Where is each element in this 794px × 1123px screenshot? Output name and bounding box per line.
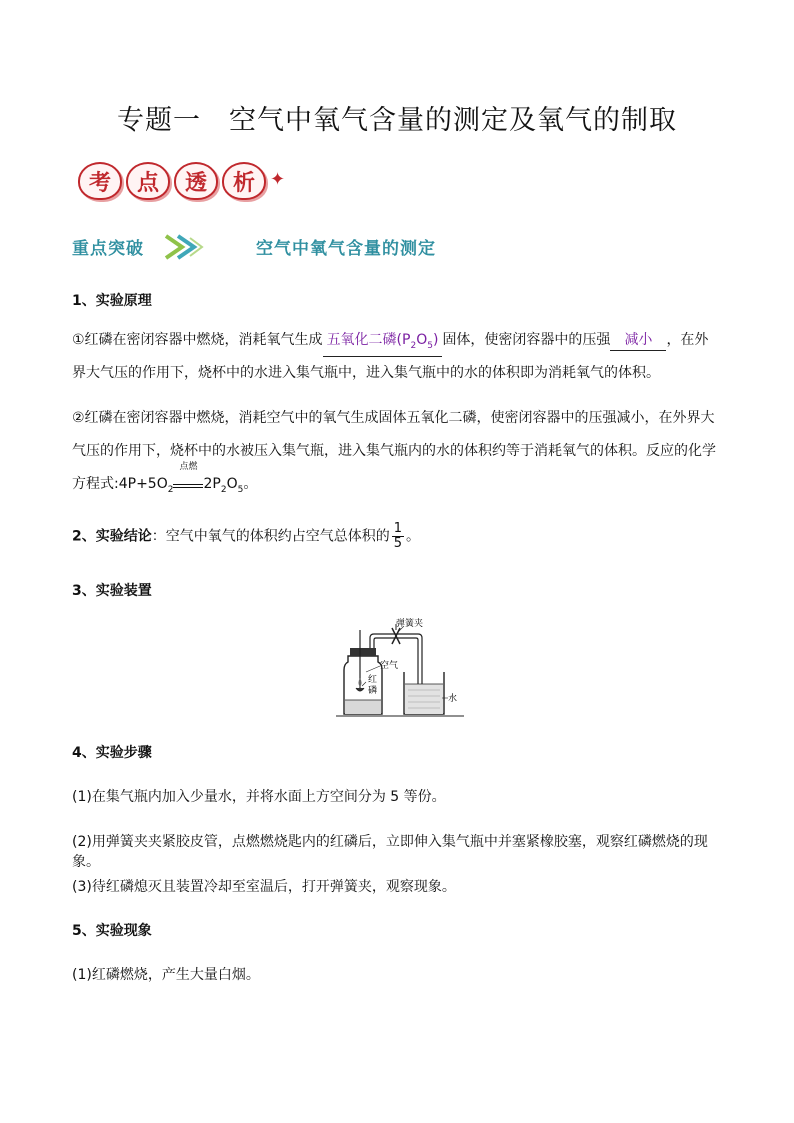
section-bar (72, 232, 722, 260)
phenomena-heading: 5、实验现象 (72, 923, 152, 939)
experiment-apparatus-diagram (330, 618, 470, 722)
double-chevron-icon (162, 232, 252, 262)
subscript: 2 (220, 484, 227, 495)
badge-3: 透 (174, 162, 218, 200)
label-phosphorus-1: 红 (368, 675, 378, 685)
principle-paragraph-2 (72, 402, 722, 507)
section-label-left: 重点突破 (72, 239, 144, 259)
text-run: O (416, 332, 428, 348)
label-water: 水 (448, 694, 458, 704)
principle-paragraph-1 (72, 324, 722, 390)
conclusion-line (72, 522, 420, 551)
subscript: 5 (237, 484, 244, 495)
badge-1: 考 (78, 162, 122, 200)
apparatus-heading: 3、实验装置 (72, 583, 152, 599)
text-run: ②红磷在密闭容器中燃烧，消耗空气中的氧气生成固体五氧化二磷，使密闭容器中的压强减小，在外界大气压的作用下，烧杯中的水被压入集气瓶，进入集气瓶内的水的体积约等于消耗氧气的体积。反应的化学方程式:4P+5O (72, 410, 716, 492)
text-run: 。 (406, 528, 421, 545)
text-run: 。 (243, 476, 258, 492)
steps-heading: 4、实验步骤 (72, 745, 152, 761)
text-run: ，在外界大气压的作用下，烧杯中的水进入集气瓶中，进入集气瓶中的水的体积即为消耗氧气的体积。 (72, 332, 709, 381)
subscript: 2 (410, 340, 417, 351)
label-phosphorus-2: 磷 (368, 686, 378, 696)
fraction-denominator: 5 (393, 536, 403, 551)
answer-blank-1 (323, 330, 443, 357)
badge-2: 点 (126, 162, 170, 200)
principle-heading: 1、实验原理 (72, 293, 152, 309)
step-item-2: (2)用弹簧夹夹紧胶皮管，点燃燃烧匙内的红磷后，立即伸入集气瓶中并塞紧橡胶塞，观察红磷燃烧的现象。 (72, 834, 708, 870)
phenomena-item-1: (1)红磷燃烧，产生大量白烟。 (72, 967, 260, 983)
text-run: ) (432, 332, 439, 348)
reaction-condition (173, 462, 203, 488)
text-run: 2P (203, 476, 221, 492)
step-item-1: (1)在集气瓶内加入少量水，并将水面上方空间分为 5 等份。 (72, 789, 446, 805)
step-item-3: (3)待红磷熄灭且装置冷却至室温后，打开弹簧夹，观察现象。 (72, 879, 456, 895)
conclusion-text: ：空气中氧气的体积约占空气总体积的 (151, 528, 390, 545)
page-title: 专题一 空气中氧气含量的测定及氧气的制取 (117, 105, 677, 136)
conclusion-heading: 2、实验结论 (72, 528, 152, 545)
text-run: O (226, 476, 238, 492)
section-label-right: 空气中氧气含量的测定 (256, 239, 436, 259)
condition-label: 点燃 (179, 462, 198, 472)
label-air: 空气 (380, 661, 399, 671)
text-run: 五氧化二磷(P (326, 332, 411, 348)
label-clamp: 弹簧夹 (396, 619, 424, 629)
fraction-numerator: 1 (393, 521, 403, 536)
kaodian-badges (78, 162, 286, 202)
text-run: ①红磷在密闭容器中燃烧，消耗氧气生成 (72, 332, 323, 348)
text-run: 固体，使密闭容器中的压强 (442, 332, 611, 348)
fraction-one-fifth (392, 522, 404, 551)
badge-4: 析 (222, 162, 266, 200)
answer-blank-2: 减小 (610, 330, 666, 351)
badge-tail-icon: ✦ (270, 168, 286, 190)
subscript: 2 (167, 484, 174, 495)
subscript: 5 (427, 340, 433, 351)
equals-line (173, 484, 203, 488)
